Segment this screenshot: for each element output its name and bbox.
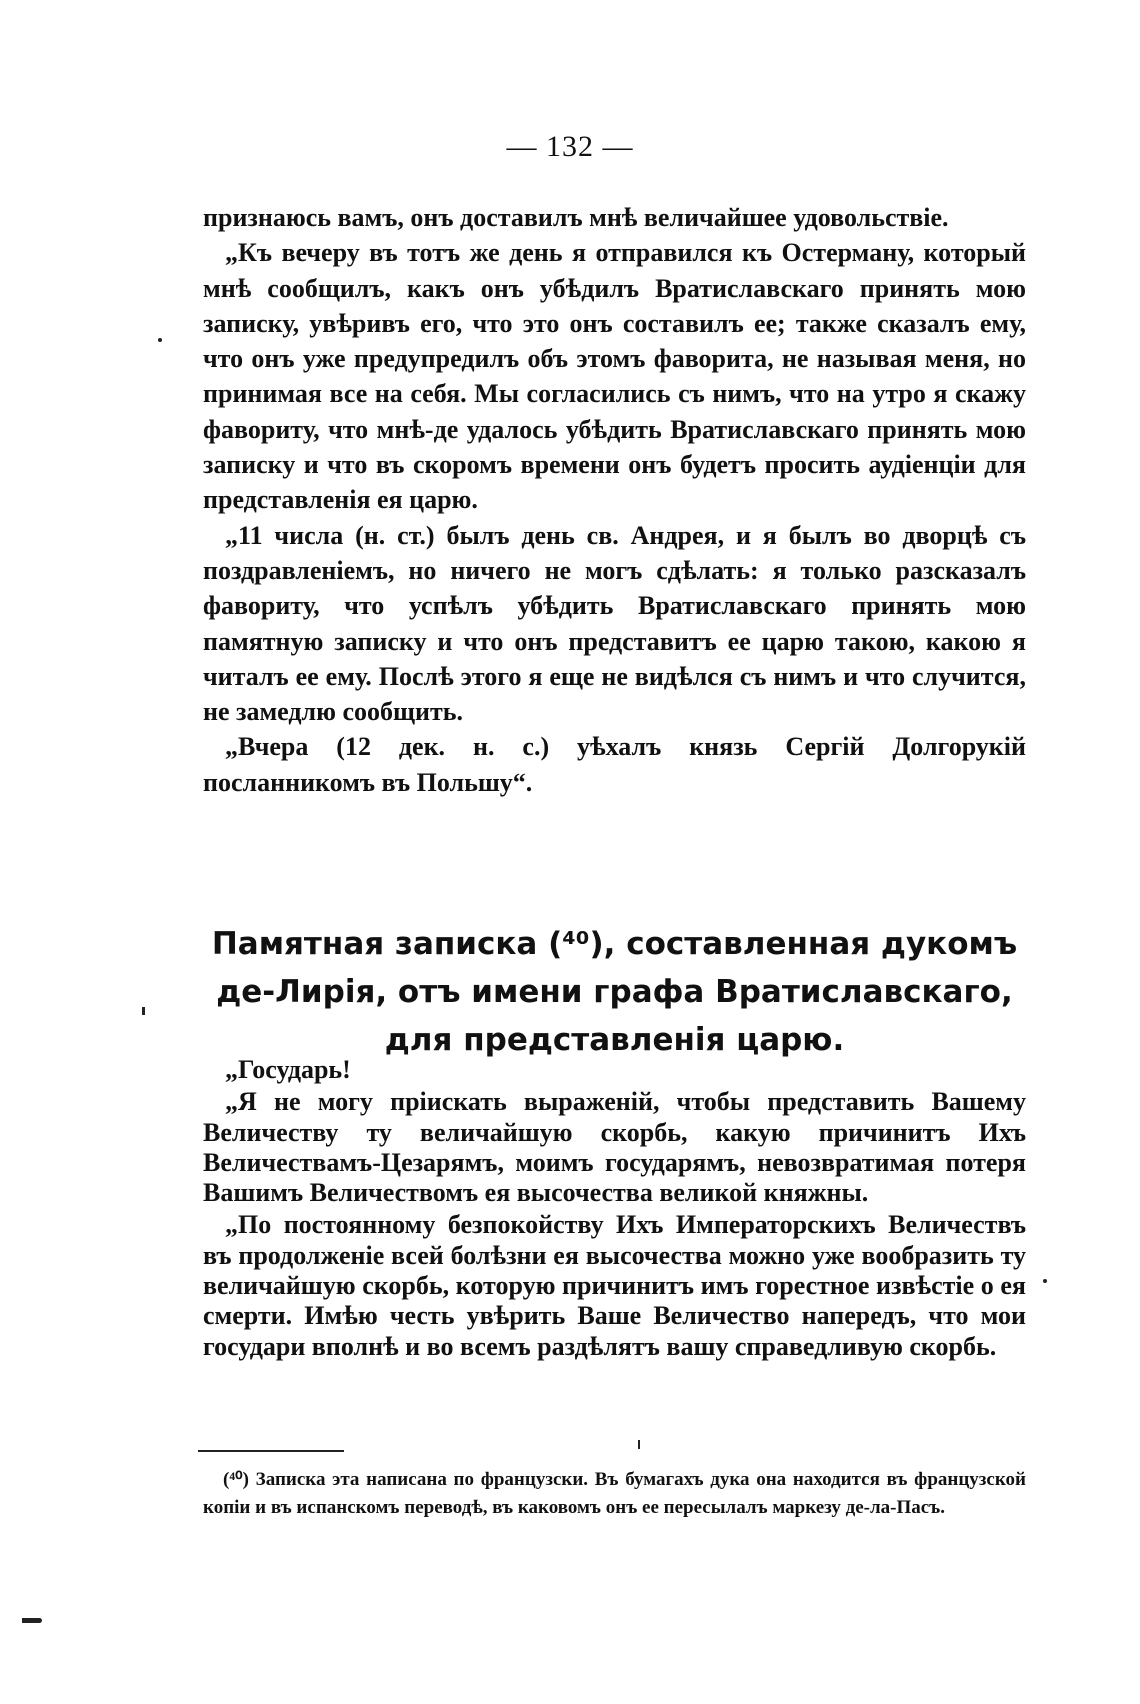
memo-greeting: „Государь! (225, 1055, 351, 1084)
heading-line: для представленія царю. (384, 1022, 845, 1058)
heading-line: Памятная записка (⁴⁰), составленная дукомъ (211, 926, 1018, 962)
section-heading (203, 920, 1026, 1064)
scan-speck (22, 1618, 42, 1623)
letter-body (203, 200, 1026, 800)
body-paragraph: признаюсь вамъ, онъ доставилъ мнѣ величайшее удовольствіе. (203, 203, 949, 232)
body-paragraph: „11 числа (н. ст.) былъ день св. Андрея, и я былъ во дворцѣ съ поздравленіемъ, но ничего не могъ сдѣлать: я только разсказалъ фавориту, что успѣлъ убѣдить Вратиславскаго принять мою памятную записку и что онъ представитъ ее царю такою, какою я читалъ ее ему. Послѣ этого я еще не видѣлся съ нимъ и что случится, не замедлю сообщить. (203, 520, 1026, 727)
footnote: (⁴⁰) Записка эта написана по французски. Въ бумагахъ дука она находится въ французской копіи и въ испанскомъ переводѣ, въ каковомъ онъ ее пересылалъ маркезу де-ла-Пасъ. (203, 1469, 1026, 1518)
scan-speck (638, 1440, 640, 1449)
memo-paragraph: „Я не могу пріискать выраженій, чтобы представить Вашему Величеству ту величайшую скорбь, какую причинитъ Ихъ Величествамъ-Цезарямъ, моимъ государямъ, невозвратимая потеря Вашимъ Величествомъ ея высочества великой княжны. (203, 1087, 1026, 1208)
memo-body (203, 1055, 1026, 1362)
heading-line: де-Лирія, отъ имени графа Вратиславскаго, (216, 974, 1013, 1010)
memo-paragraph: „По постоянному безпокойству Ихъ Императорскихъ Величествъ въ продолженіе всей болѣзни ея высочества можно уже вообразить ту величайшую скорбь, которую причинитъ имъ горестное извѣстіе о ея смерти. Имѣю честь увѣрить Ваше Величество напередъ, что мои государи вполнѣ и во всемъ раздѣлятъ вашу справедливую скорбь. (203, 1210, 1026, 1361)
footnote-divider (198, 1450, 344, 1452)
body-paragraph: „Вчера (12 дек. н. с.) уѣхалъ князь Сергій Долгорукій посланникомъ въ Польшу“. (203, 732, 1026, 797)
page-number: — 132 — (506, 130, 634, 163)
body-paragraph: „Къ вечеру въ тотъ же день я отправился къ Остерману, который мнѣ сообщилъ, какъ онъ убѣдилъ Вратиславскаго принять мою записку, увѣривъ его, что это онъ составилъ ее; также сказалъ ему, что онъ уже предупредилъ объ этомъ фаворита, не называя меня, но принимая все на себя. Мы согласились съ нимъ, что на утро я скажу фавориту, что мнѣ-де удалось убѣдить Вратиславскаго принять мою записку и что въ скоромъ времени онъ будетъ просить аудіенціи для представленія ея царю. (203, 238, 1026, 515)
scan-speck (142, 1007, 145, 1015)
scan-speck (158, 338, 162, 342)
scan-speck (1043, 1279, 1047, 1283)
